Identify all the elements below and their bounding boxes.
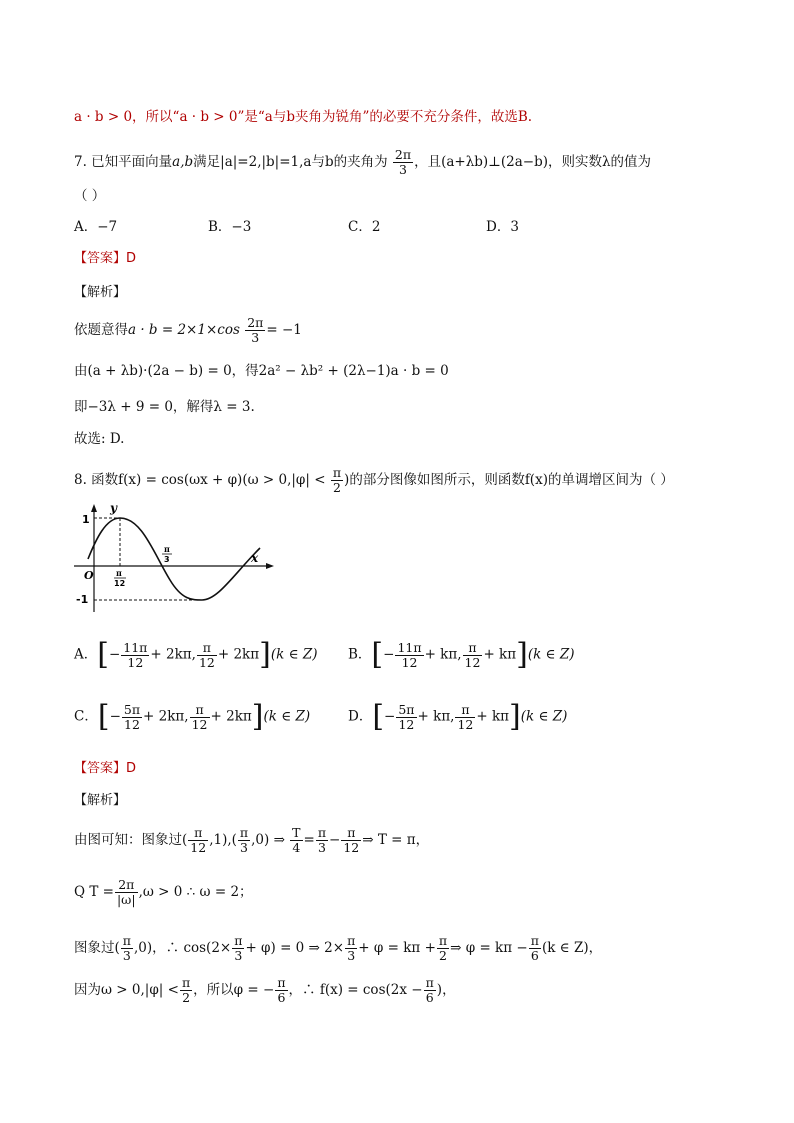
q7-text-2: 满足|a|=2,|b|=1,a与b的夹角为 — [193, 154, 388, 170]
q7-analysis-heading: 【解析】 — [74, 285, 127, 300]
graph-tick-pi3-num: π — [164, 544, 170, 554]
q8-analysis-heading: 【解析】 — [74, 793, 127, 808]
q8-step-3: 图象过( $\frac{\pi}{3}$ ,0)，∴ cos(2× $\frac{\pi}{3}$ + φ) = 0 ⇒ 2× $\frac{\pi}{3}$ + φ = kπ + $\frac{\pi}{2}$ ⇒ φ = kπ − $\frac{\pi}{6}$ (k ∈ Z)， — [74, 933, 603, 963]
q8-answer: 【答案】D — [74, 761, 137, 776]
q7-step-4: 故选: D. — [74, 431, 125, 447]
question-8-stem: 8. 函数f(x) = cos(ωx + φ)(ω > 0,|φ| < $\frac{\pi}{2}$ )的部分图像如图所示，则函数f(x)的单调增区间为（ ） — [74, 465, 674, 495]
q8-option-d: D．[− $\frac{5\pi}{12}$ + kπ, $\frac{\pi}{12}$ + kπ](k ∈ Z) — [348, 699, 568, 734]
graph-tick-3: 3 — [164, 555, 170, 564]
q7-blank: （ ） — [74, 188, 106, 204]
q8-step-4: 因为ω > 0,|φ| < $\frac{\pi}{2}$ ，所以φ = − $\frac{\pi}{6}$ ，∴ f(x) = cos(2x − $\frac{\pi}{6}$ )， — [74, 975, 456, 1005]
graph-tick-pi-num: π — [116, 568, 122, 578]
graph-tick-minus1: -1 — [76, 593, 89, 606]
q7-option-a: A．−7 — [74, 219, 118, 235]
q7-option-b: B．−3 — [208, 219, 252, 235]
q7-option-d: D．3 — [486, 219, 519, 235]
q7-step-2: 由(a + λb)·(2a − b) = 0，得2a² − λb² + (2λ−1)a · b = 0 — [74, 363, 449, 379]
q7-option-c: C．2 — [348, 219, 381, 235]
graph-y-label: y — [110, 504, 117, 515]
graph-tick-12: 12 — [114, 579, 126, 588]
solution-line-conclusion: a · b > 0，所以“a · b > 0”是“a与b夹角为锐角”的必要不充分条件，故选B. — [74, 109, 533, 125]
q7-vectors: a,b — [172, 154, 194, 170]
graph-origin: O — [84, 569, 94, 582]
graph-tick-1: 1 — [82, 513, 90, 526]
q7-step-1: 依题意得a · b = 2×1×cos $\frac{2\pi}{3}$ = −1 — [74, 315, 302, 345]
q8-step-1: 由图可知：图象过( $\frac{\pi}{12}$ ,1),( $\frac{\pi}{3}$ ,0) ⇒ $\frac{T}{4}$ = $\frac{\pi}{3}$ − $\frac{\pi}{12}$ ⇒ T = π， — [74, 825, 430, 855]
q8-option-b: B．[− $\frac{11\pi}{12}$ + kπ, $\frac{\pi}{12}$ + kπ](k ∈ Z) — [348, 637, 575, 672]
q8-step-2: Q T = $\frac{2\pi}{|\omega|}$ ,ω > 0 ∴ ω = 2； — [74, 877, 253, 907]
question-7-stem — [74, 148, 651, 177]
q7-answer: 【答案】D — [74, 251, 137, 266]
graph-x-label: x — [251, 551, 259, 565]
q7-text-3: ，且(a+λb)⊥(2a−b)，则实数λ的值为 — [414, 154, 652, 170]
q8-option-a: A．[− $\frac{11\pi}{12}$ + 2kπ, $\frac{\pi}{12}$ + 2kπ](k ∈ Z) — [74, 637, 318, 672]
q7-step-3: 即−3λ + 9 = 0，解得λ = 3. — [74, 399, 255, 415]
q7-angle-fraction: $\frac{2\pi}{3}$ — [394, 147, 412, 177]
cosine-graph — [74, 504, 274, 612]
q7-text-1: 7. 已知平面向量 — [74, 154, 173, 170]
q8-option-c: C．[− $\frac{5\pi}{12}$ + 2kπ, $\frac{\pi}{12}$ + 2kπ](k ∈ Z) — [74, 699, 311, 734]
